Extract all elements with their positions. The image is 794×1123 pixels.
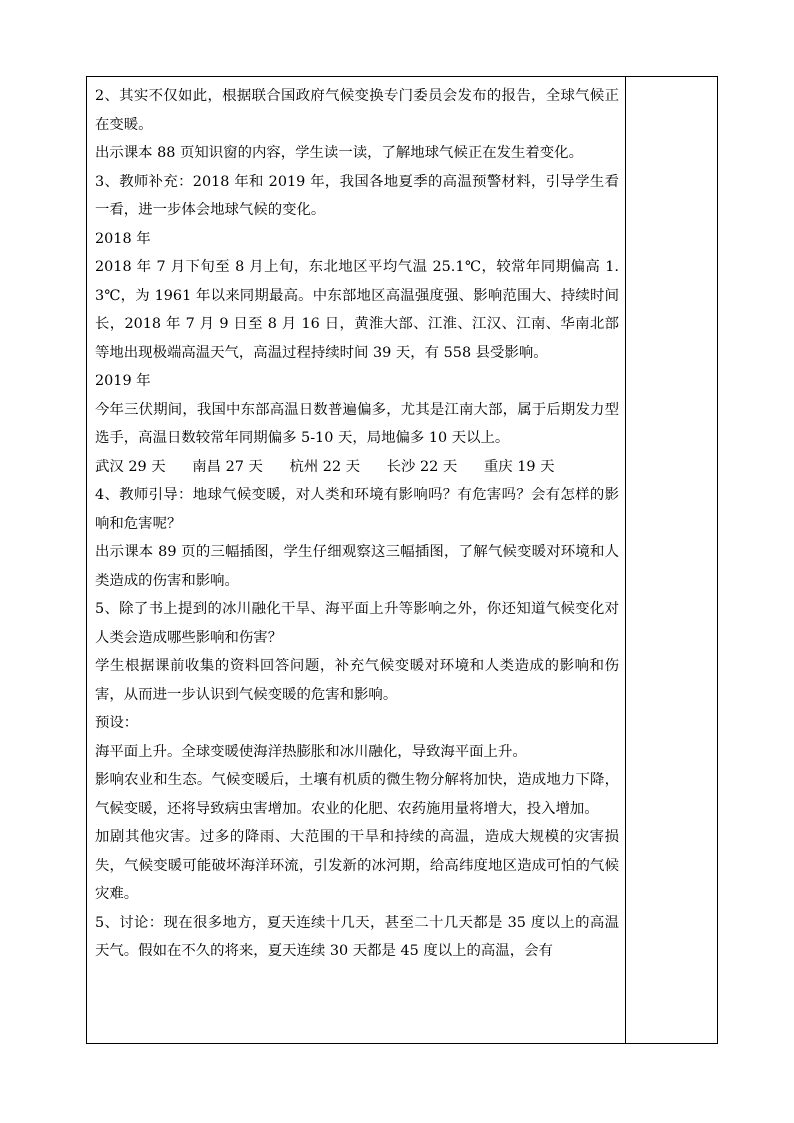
year-2018-heading: 2018 年 [95,230,151,247]
lesson-content-cell [95,82,619,966]
city-list [95,453,619,482]
city-hangzhou: 杭州 22 天 [289,458,361,475]
paragraph-7: 学生根据课前收集的资料回答问题，补充气候变暖对环境和人类造成的影响和伤害，从而进一步认识到气候变暖的危害和影响。 [95,658,619,703]
city-nanchang: 南昌 27 天 [192,458,263,475]
city-wuhan: 武汉 29 天 [95,458,166,475]
paragraph-9: 海平面上升。全球变暖使海洋热膨胀和冰川融化，导致海平面上升。 [95,743,527,760]
paragraph-2018: 2018 年 7 月下旬至 8 月上旬，东北地区平均气温 25.1℃，较常年同期偏高 1.3℃，为 1961 年以来同期最高。中东部地区高温强度强、影响范围大、持续时间长，2018 年 7 月 9 日至 8 月 16 日，黄淮大部、江淮、江汉、江南、华南北部等地出现极端高温天气，高温过程持续时间 39 天，有 558 县受影响。 [95,259,619,361]
city-chongqing: 重庆 19 天 [483,458,555,475]
paragraph-11: 加剧其他灾害。过多的降雨、大范围的干旱和持续的高温，造成大规模的灾害损失，气候变暖可能破坏海洋环流，引发新的冰河期，给高纬度地区造成可怕的气候灾难。 [95,829,619,902]
lesson-table [86,76,718,1044]
year-2019-heading: 2019 年 [95,373,151,389]
paragraph-6: 5、除了书上提到的冰川融化干旱、海平面上升等影响之外，你还知道气候变化对人类会造成哪些影响和伤害？ [95,601,619,646]
paragraph-8: 预设： [95,715,139,731]
paragraph-1: 2、其实不仅如此，根据联合国政府气候变换专门委员会发布的报告，全球气候正在变暖。 [95,88,619,133]
paragraph-2: 出示课本 88 页知识窗的内容，学生读一读，了解地球气候正在发生着变化。 [95,145,583,161]
paragraph-12: 5、讨论：现在很多地方，夏天连续十几天，甚至二十几天都是 35 度以上的高温天气。假如在不久的将来，夏天连续 30 天都是 45 度以上的高温，会有 [95,914,619,959]
column-divider [625,77,626,1043]
city-changsha: 长沙 22 天 [386,458,458,475]
paragraph-2019: 今年三伏期间，我国中东部高温日数普遍偏多，尤其是江南大部，属于后期发力型选手，高温日数较常年同期偏多 5-10 天，局地偏多 10 天以上。 [95,401,619,446]
paragraph-5: 出示课本 89 页的三幅插图，学生仔细观察这三幅插图，了解气候变暖对环境和人类造成的伤害和影响。 [95,544,619,589]
paragraph-4: 4、教师引导：地球气候变暖，对人类和环境有影响吗？有危害吗？会有怎样的影响和危害呢？ [95,487,619,532]
paragraph-10: 影响农业和生态。气候变暖后，土壤有机质的微生物分解将加快，造成地力下降，气候变暖，还将导致病虫害增加。农业的化肥、农药施用量将增大，投入增加。 [95,772,619,817]
paragraph-3: 3、教师补充：2018 年和 2019 年，我国各地夏季的高温预警材料，引导学生看一看，进一步体会地球气候的变化。 [95,173,619,218]
